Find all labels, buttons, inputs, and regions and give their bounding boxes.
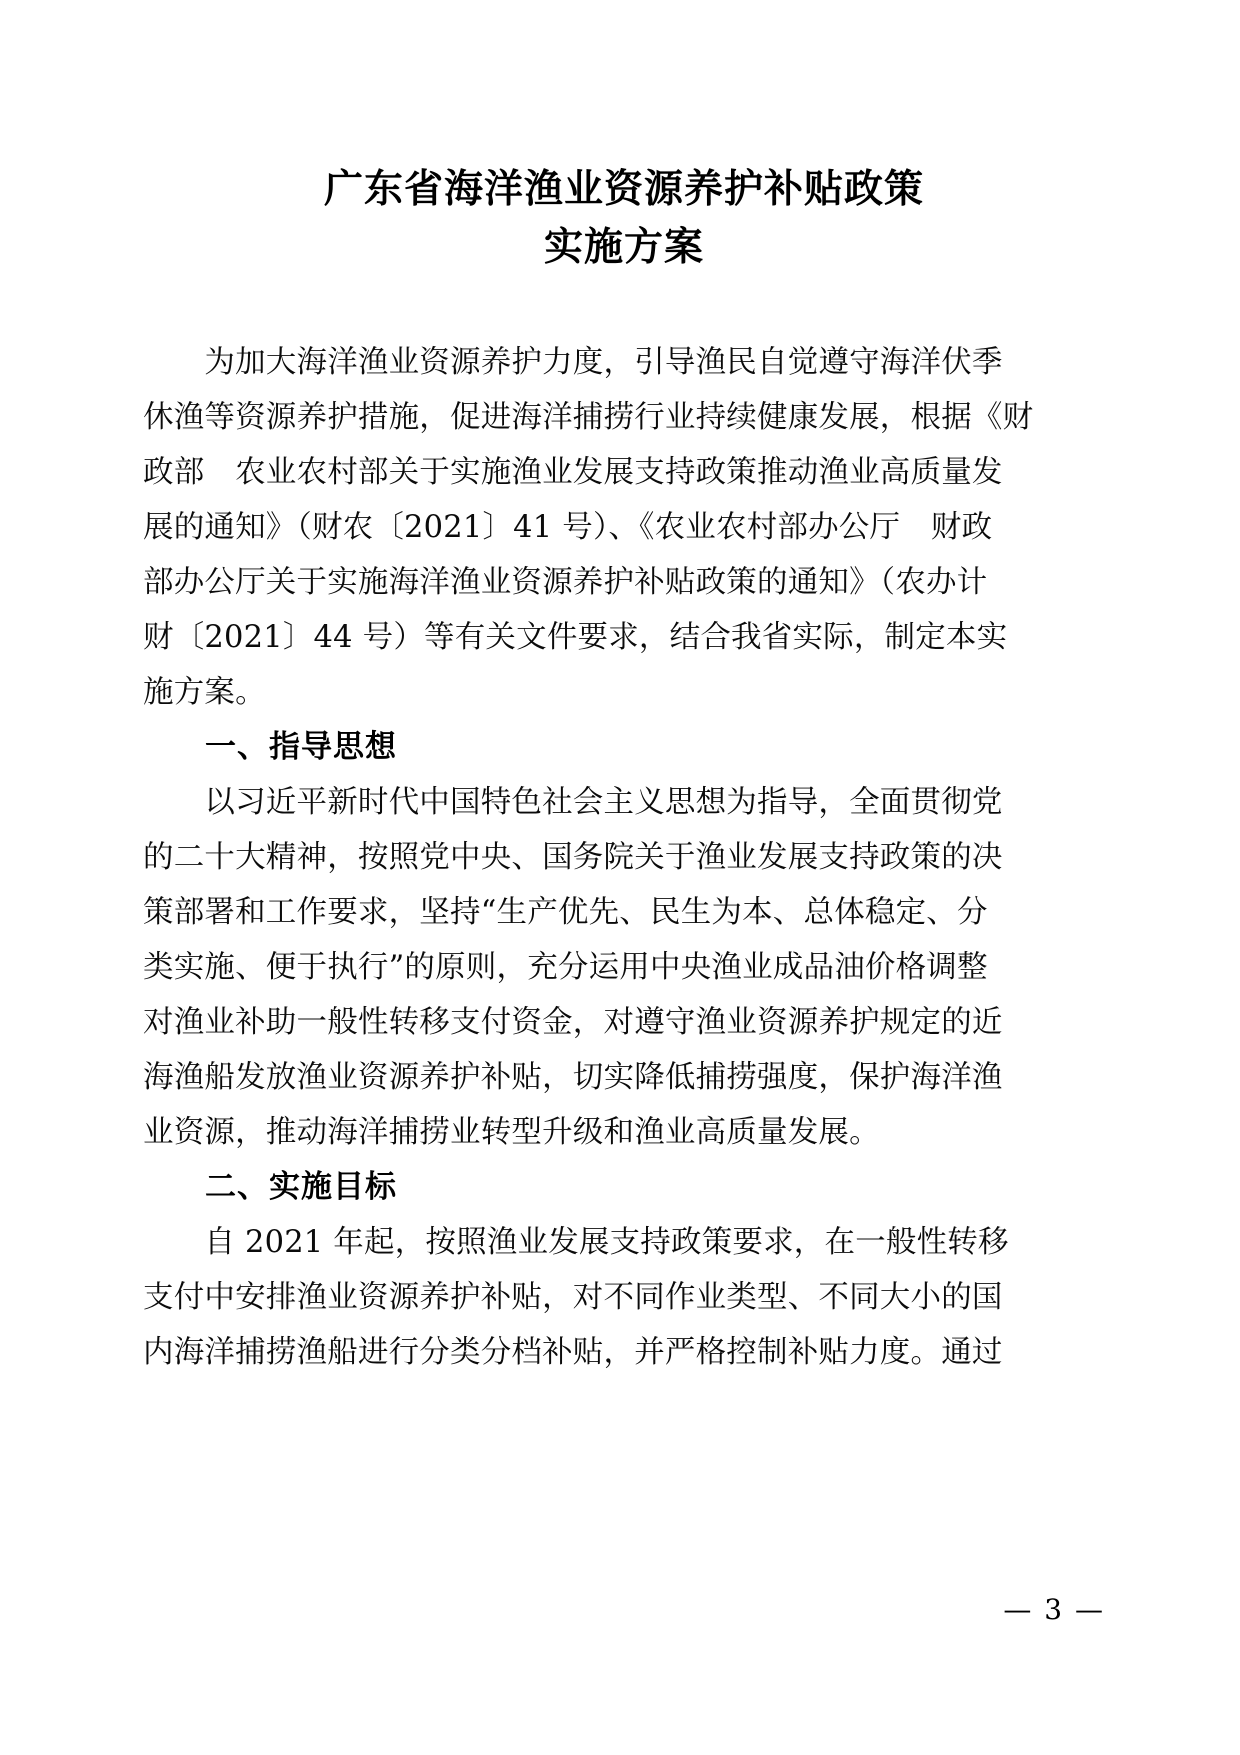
document-title-line-1: 广东省海洋渔业资源养护补贴政策 — [323, 166, 924, 212]
section-1-line-1: 以习近平新时代中国特色社会主义思想为指导，全面贯彻党 — [143, 785, 1003, 820]
section-heading-2: 二、实施目标 — [205, 1169, 397, 1205]
section-heading-1: 一、指导思想 — [205, 729, 397, 765]
section-1-paragraph — [143, 775, 1105, 1160]
section-2-line-2: 支付中安排渔业资源养护补贴，对不同作业类型、不同大小的国 — [143, 1280, 1003, 1315]
section-1-line-5: 对渔业补助一般性转移支付资金，对遵守渔业资源养护规定的近 — [143, 1005, 1003, 1040]
intro-line-6: 财〔2021〕44 号）等有关文件要求，结合我省实际，制定本实 — [143, 620, 1008, 655]
document-title — [143, 160, 1105, 276]
intro-line-5: 部办公厅关于实施海洋渔业资源养护补贴政策的通知》（农办计 — [143, 565, 988, 600]
section-1-line-3: 策部署和工作要求，坚持“生产优先、民生为本、总体稳定、分 — [143, 895, 988, 930]
intro-line-4: 展的通知》（财农〔2021〕41 号）、《农业农村部办公厅 财政 — [143, 510, 993, 545]
intro-line-1: 为加大海洋渔业资源养护力度，引导渔民自觉遵守海洋伏季 — [143, 345, 1003, 380]
section-2-line-1: 自 2021 年起，按照渔业发展支持政策要求，在一般性转移 — [143, 1225, 1009, 1260]
section-1-line-2: 的二十大精神，按照党中央、国务院关于渔业发展支持政策的决 — [143, 840, 1003, 875]
document-title-line-2: 实施方案 — [543, 224, 704, 270]
section-1-line-7: 业资源，推动海洋捕捞业转型升级和渔业高质量发展。 — [143, 1115, 880, 1150]
intro-line-7: 施方案。 — [143, 675, 266, 710]
intro-line-3: 政部 农业农村部关于实施渔业发展支持政策推动渔业高质量发 — [143, 455, 1003, 490]
section-2-paragraph — [143, 1215, 1105, 1380]
section-1-line-4: 类实施、便于执行”的原则，充分运用中央渔业成品油价格调整 — [143, 950, 988, 985]
document-content — [143, 0, 1105, 1380]
section-1-line-6: 海渔船发放渔业资源养护补贴，切实降低捕捞强度，保护海洋渔 — [143, 1060, 1003, 1095]
section-2-line-3: 内海洋捕捞渔船进行分类分档补贴，并严格控制补贴力度。通过 — [143, 1335, 1003, 1370]
page-number-marker: — 3 — — [1003, 1593, 1105, 1626]
intro-paragraph — [143, 335, 1105, 720]
intro-line-2: 休渔等资源养护措施，促进海洋捕捞行业持续健康发展，根据《财 — [143, 400, 1034, 435]
